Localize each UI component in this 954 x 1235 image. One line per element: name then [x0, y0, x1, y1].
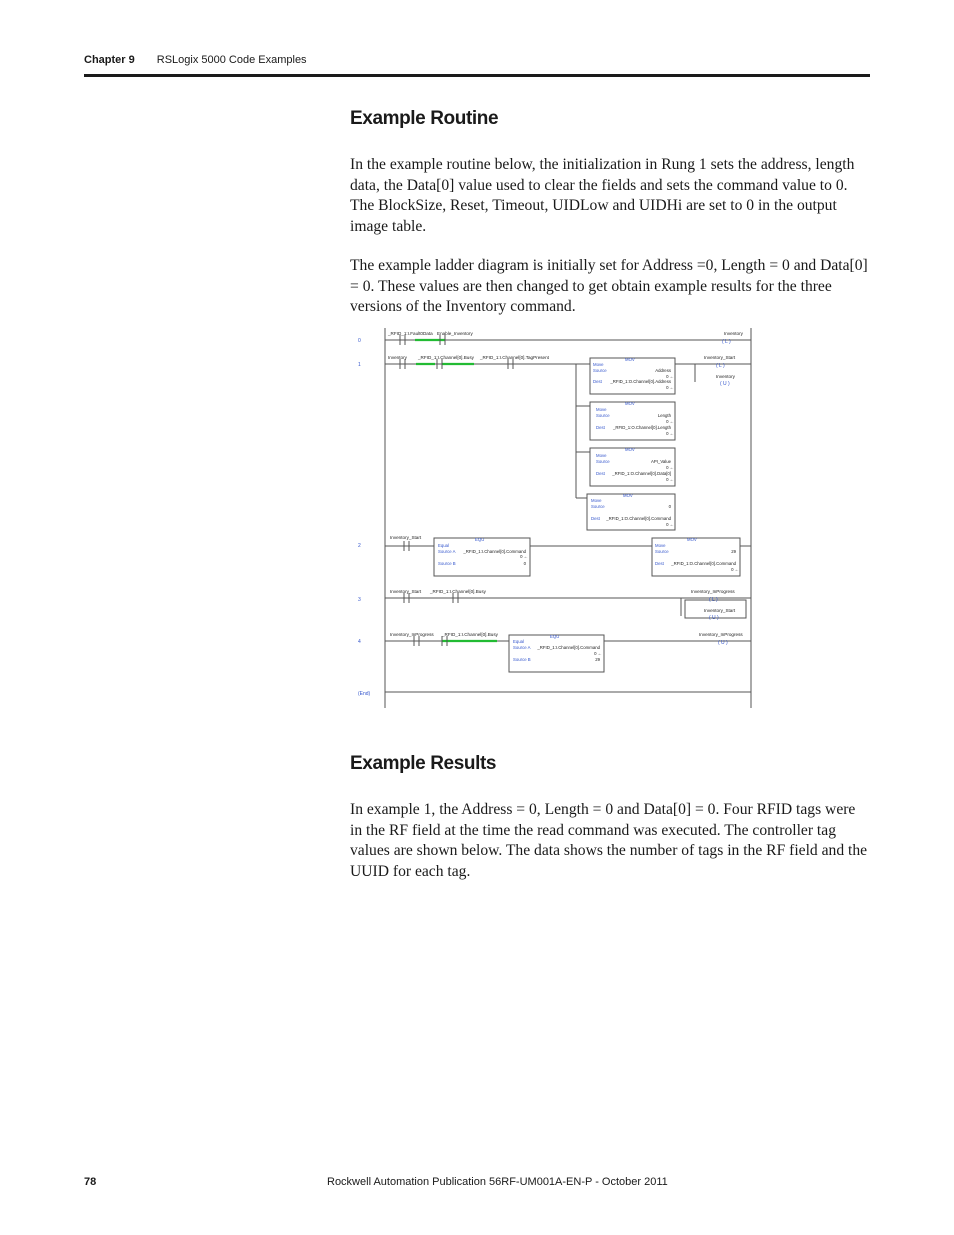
svg-text:Source: Source: [591, 504, 605, 509]
svg-text:0 ←: 0 ←: [666, 477, 674, 482]
page-header: [84, 54, 307, 66]
svg-text:0: 0: [523, 561, 526, 566]
svg-text:0 ←: 0 ←: [666, 465, 674, 470]
svg-text:0 ←: 0 ←: [520, 554, 528, 559]
rung1-coil-symbol: ( L ): [716, 363, 725, 369]
paragraph-routine-intro: In the example routine below, the initialization in Rung 1 sets the address, length data, the Data[0] value used to clear the fields and sets the command value to 0. The BlockSize, Reset, Timeout, UIDLow and UIDHi are set to 0 in the output image table.: [350, 156, 855, 235]
rung0-contact1-tag: _RFID_1:I.Fault0Data: [388, 331, 433, 336]
rung-number-4: 4: [358, 639, 361, 645]
rung2-contact1-tag: Inventory_Start: [390, 535, 422, 540]
rung1-contact1-tag: Inventory: [388, 355, 407, 360]
paragraph-ladder-intro: The example ladder diagram is initially set for Address =0, Length = 0 and Data[0] = 0. These values are then changed to get obtain example results for the three versions of the Inventory command.: [350, 257, 868, 316]
rung0-coil-symbol: ( L ): [722, 339, 731, 345]
svg-text:MOV: MOV: [687, 537, 697, 542]
svg-text:0 ←: 0 ←: [731, 567, 739, 572]
svg-text:Dest: Dest: [596, 425, 605, 430]
rung4-contact1-tag: Inventory_InProgress: [390, 632, 434, 637]
svg-text:_RFID_1:I.Channel[0].Command: _RFID_1:I.Channel[0].Command: [537, 645, 600, 650]
svg-text:_RFID_1:I.Channel[0].Command: _RFID_1:I.Channel[0].Command: [463, 549, 526, 554]
svg-text:29: 29: [731, 549, 736, 554]
svg-text:Source: Source: [596, 459, 610, 464]
svg-text:Source B: Source B: [513, 657, 531, 662]
rung0-coil-tag: Inventory: [724, 331, 743, 336]
rung1-contact3-tag: _RFID_1:I.Channel[0].TagPresent: [480, 355, 549, 360]
svg-text:Source A: Source A: [513, 645, 531, 650]
rung1-coil-tag: Inventory_Start: [704, 355, 736, 360]
svg-text:Move: Move: [596, 407, 607, 412]
rung3-coil2-tag: Inventory_Start: [704, 608, 736, 613]
chapter-label: Chapter 9: [84, 54, 135, 66]
svg-text:Dest: Dest: [591, 516, 600, 521]
svg-text:Dest: Dest: [655, 561, 664, 566]
paragraph-results: In example 1, the Address = 0, Length = 0 and Data[0] = 0. Four RFID tags were in the RF field at the time the read command was executed. The controller tag values are shown below. The data shows the number of tags in the RF field and the UUID for each tag.: [350, 801, 868, 880]
svg-text:Move: Move: [593, 362, 604, 367]
rung-number-end: (End): [358, 691, 371, 697]
svg-text:Move: Move: [591, 498, 602, 503]
svg-text:Length: Length: [657, 413, 671, 418]
svg-text:_RFID_1:O.Channel[0].Data[0]: _RFID_1:O.Channel[0].Data[0]: [612, 471, 671, 476]
svg-text:MOV: MOV: [623, 493, 633, 498]
svg-text:0 ←: 0 ←: [666, 419, 674, 424]
svg-text:Source A: Source A: [438, 549, 456, 554]
rung1-coil2-symbol: ( U ): [720, 381, 730, 387]
rung1-contact2-tag: _RFID_1:I.Channel[0].Busy: [418, 355, 474, 360]
rung4-coil-tag: Inventory_InProgress: [699, 632, 743, 637]
svg-text:0 ←: 0 ←: [666, 431, 674, 436]
svg-text:EQU: EQU: [475, 537, 485, 542]
rung1-coil2-tag: Inventory: [716, 374, 735, 379]
heading-example-results: Example Results: [350, 753, 497, 774]
svg-text:EQU: EQU: [550, 634, 560, 639]
rung-number-3: 3: [358, 597, 361, 603]
svg-text:Dest: Dest: [593, 379, 602, 384]
rung0-contact2-tag: Enable_Inventory: [437, 331, 473, 336]
svg-text:_RFID_1:O.Channel[0].Length: _RFID_1:O.Channel[0].Length: [612, 425, 671, 430]
svg-text:Equal: Equal: [438, 543, 449, 548]
svg-text:MOV: MOV: [625, 401, 635, 406]
svg-text:0 ←: 0 ←: [594, 651, 602, 656]
page-number: 78: [84, 1176, 97, 1188]
svg-text:MOV: MOV: [625, 447, 635, 452]
svg-text:Source: Source: [655, 549, 669, 554]
svg-text:0 ←: 0 ←: [666, 385, 674, 390]
svg-text:Address: Address: [655, 368, 671, 373]
rung-number-2: 2: [358, 543, 361, 549]
svg-text:29: 29: [595, 657, 600, 662]
rung3-coil-symbol: ( L ): [709, 597, 718, 603]
rung4-contact2-tag: _RFID_1:I.Channel[0].Busy: [442, 632, 498, 637]
rung4-coil-symbol: ( U ): [718, 640, 728, 646]
heading-example-routine: Example Routine: [350, 108, 499, 129]
svg-text:Source: Source: [593, 368, 607, 373]
publication-footer: Rockwell Automation Publication 56RF-UM001A-EN-P - October 2011: [327, 1176, 668, 1188]
chapter-title: RSLogix 5000 Code Examples: [156, 54, 307, 66]
svg-text:0 ←: 0 ←: [666, 374, 674, 379]
rung3-contact1-tag: Inventory_Start: [390, 589, 422, 594]
header-rule: [84, 74, 870, 77]
svg-text:API_Value: API_Value: [651, 459, 671, 464]
svg-text:Source B: Source B: [438, 561, 456, 566]
svg-text:_RFID_1:O.Channel[0].Address: _RFID_1:O.Channel[0].Address: [610, 379, 671, 384]
svg-text:Dest: Dest: [596, 471, 605, 476]
svg-text:Move: Move: [596, 453, 607, 458]
svg-text:_RFID_1:O.Channel[0].Command: _RFID_1:O.Channel[0].Command: [606, 516, 671, 521]
svg-text:MOV: MOV: [625, 357, 635, 362]
svg-text:_RFID_1:O.Channel[0].Command: _RFID_1:O.Channel[0].Command: [671, 561, 736, 566]
svg-text:0: 0: [668, 504, 671, 509]
rung3-contact2-tag: _RFID_1:I.Channel[0].Busy: [430, 589, 486, 594]
svg-text:0 ←: 0 ←: [666, 522, 674, 527]
rung-number-1: 1: [358, 362, 361, 368]
rung3-coil2-symbol: ( U ): [709, 615, 719, 621]
rung-number-0: 0: [358, 338, 361, 344]
rung3-coil-tag: Inventory_InProgress: [691, 589, 735, 594]
svg-text:Source: Source: [596, 413, 610, 418]
svg-text:Equal: Equal: [513, 639, 524, 644]
ladder-diagram: [350, 326, 755, 710]
svg-text:Move: Move: [655, 543, 666, 548]
